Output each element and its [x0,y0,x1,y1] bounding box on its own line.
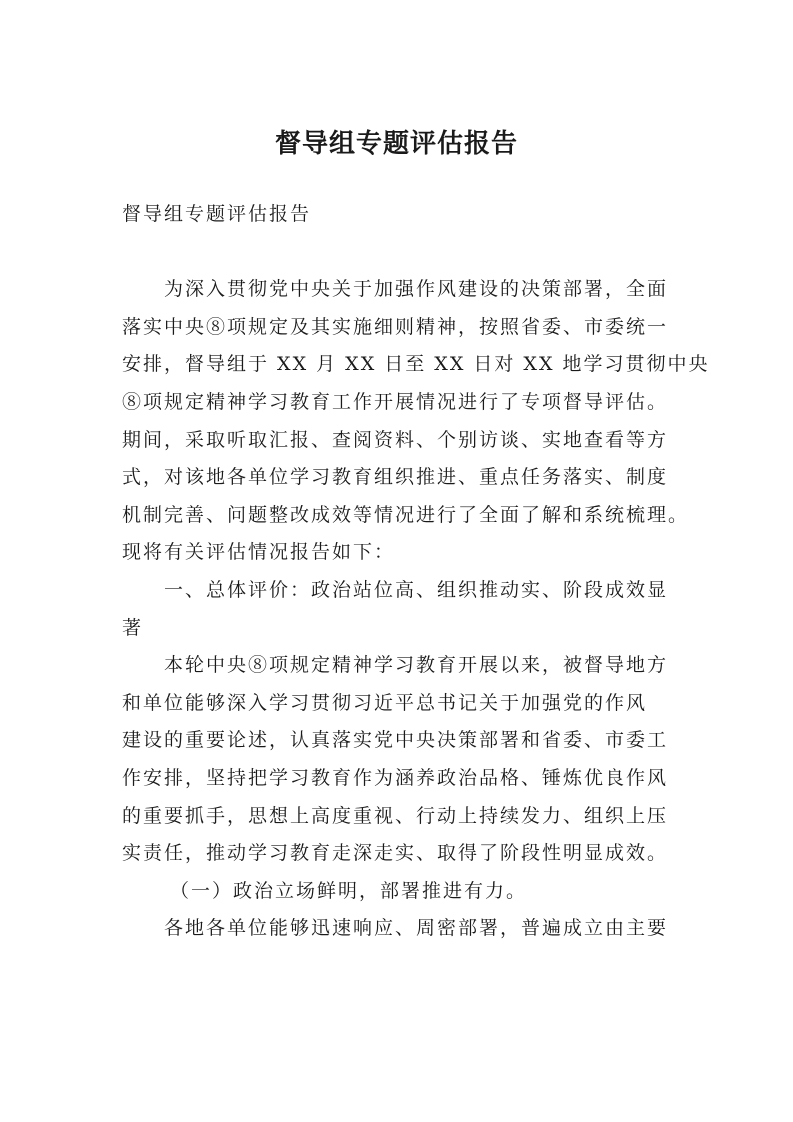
paragraph-line: 为深入贯彻党中央关于加强作风建设的决策部署，全面 [164,278,669,301]
section-heading-line: 著 [122,616,144,639]
document-body [122,196,710,948]
paragraph-line: 式，对该地各单位学习教育组织推进、重点任务落实、制度 [122,466,669,489]
paragraph-line: 安排，督导组于 XX 月 XX 日至 XX 日对 XX 地学习贯彻中央 [122,353,710,376]
paragraph-line: 机制完善、问题整改成效等情况进行了全面了解和系统梳理。 [122,503,690,526]
subsection-heading-line: （一）政治立场鲜明，部署推进有力。 [170,879,528,902]
section-heading-line: 一、总体评价：政治站位高、组织推动实、阶段成效显 [164,578,669,601]
document-title: 督导组专题评估报告 [274,129,518,159]
paragraph-line: 和单位能够深入学习贯彻习近平总书记关于加强党的作风 [122,691,648,714]
paragraph-line: 的重要抓手，思想上高度重视、行动上持续发力、组织上压 [122,804,669,827]
paragraph-line: 实责任，推动学习教育走深走实、取得了阶段性明显成效。 [122,842,669,865]
paragraph-line: 各地各单位能够迅速响应、周密部署，普遍成立由主要 [164,917,669,940]
paragraph-line: 落实中央⑧项规定及其实施细则精神，按照省委、市委统一 [122,315,669,338]
paragraph-line: ⑧项规定精神学习教育工作开展情况进行了专项督导评估。 [122,390,669,413]
document-subtitle: 督导组专题评估报告 [122,203,312,225]
blank-line [122,234,682,272]
paragraph-line: 作安排，坚持把学习教育作为涵养政治品格、锤炼优良作风 [122,766,669,789]
paragraph-line: 建设的重要论述，认真落实党中央决策部署和省委、市委工 [122,729,669,752]
paragraph-line: 期间，采取听取汇报、查阅资料、个别访谈、实地查看等方 [122,428,669,451]
paragraph-line: 本轮中央⑧项规定精神学习教育开展以来，被督导地方 [164,654,669,677]
paragraph-line: 现将有关评估情况报告如下： [122,541,396,564]
